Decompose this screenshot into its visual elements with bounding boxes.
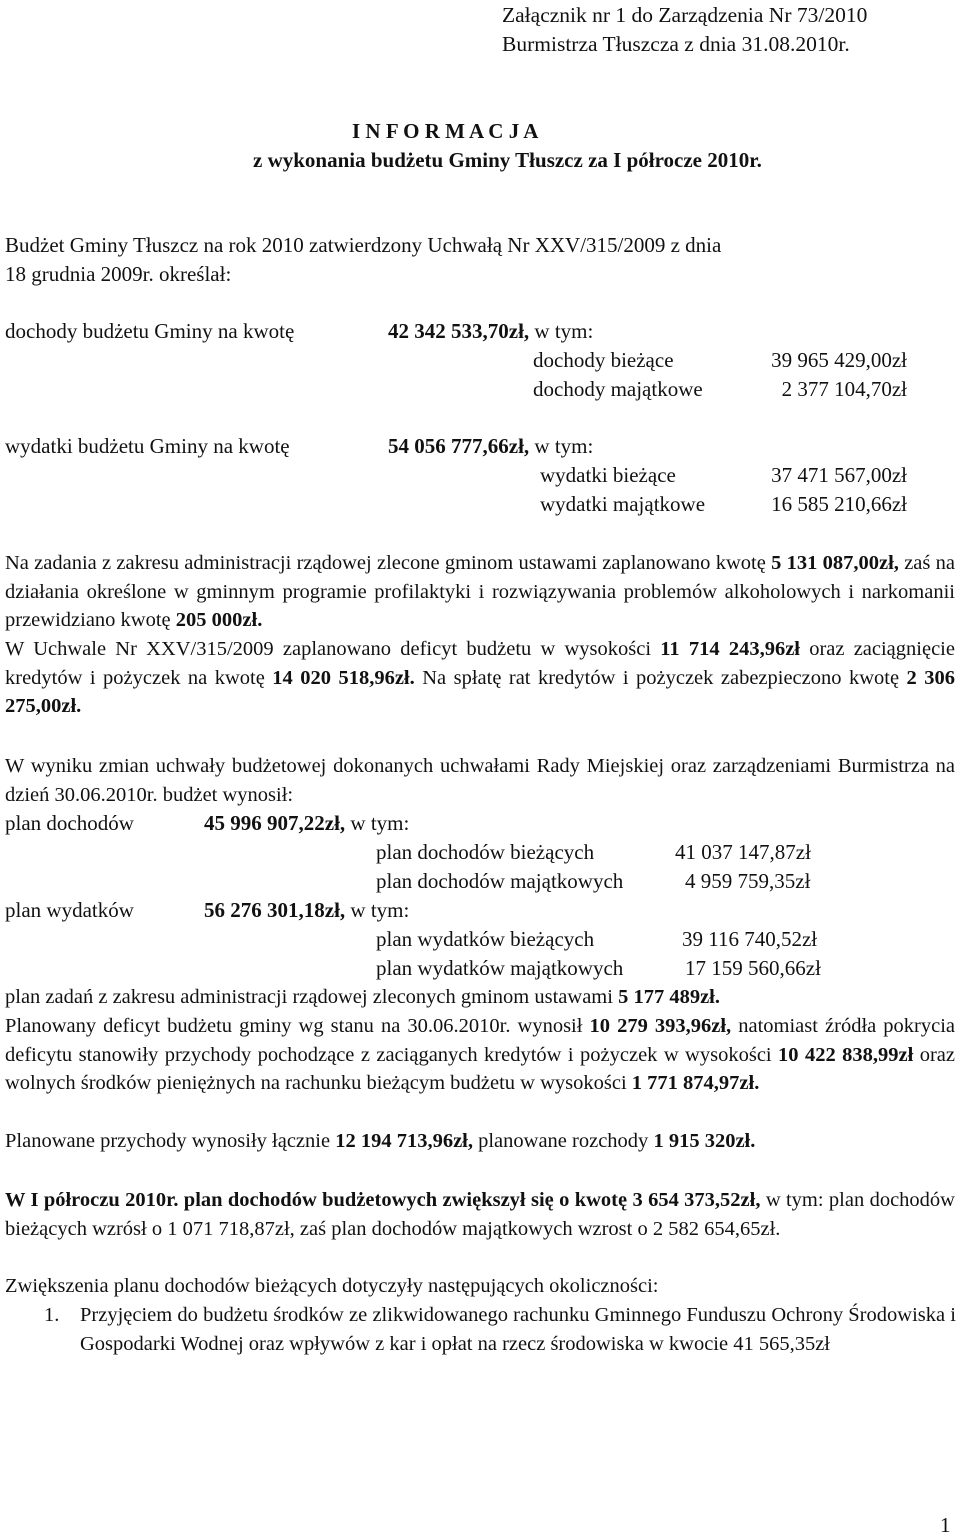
plan-expenses-label: plan wydatków	[5, 898, 134, 922]
paragraph-h1-increase	[5, 1186, 955, 1243]
income-current-value: 39 965 429,00zł	[771, 348, 907, 372]
p1-amount-2: 205 000zł.	[175, 609, 263, 632]
p3-text-3: natomiast źródła pokrycia deficytu stanowiły przychody pochodzące z zaciąganych kredytów i pożyczek w wysokości	[5, 1015, 956, 1066]
plan-expenses-total	[204, 897, 409, 923]
p1-text-3: W Uchwale Nr XXV/315/2009 zaplanowano deficyt budżetu w wysokości	[5, 638, 661, 660]
income-property-value: 2 377 104,70zł	[781, 377, 907, 401]
expenses-property-value: 16 585 210,66zł	[771, 492, 907, 516]
list-item: Przyjęciem do budżetu środków ze zlikwidowanego rachunku Gminnego Funduszu Ochrony Środowiska i Gospodarki Wodnej oraz wpływów z kar i opłat na rzecz środowiska w kwocie 41 565,35zł	[80, 1304, 956, 1355]
expenses-label: wydatki budżetu Gminy na kwotę	[5, 434, 290, 458]
header-line-1: Załącznik nr 1 do Zarządzenia Nr 73/2010	[502, 3, 868, 27]
income-property-label: dochody majątkowe	[533, 377, 703, 401]
paragraph-revenues	[5, 1127, 955, 1156]
income-label: dochody budżetu Gminy na kwotę	[5, 319, 295, 343]
p1-text-2: zaś na działania określone w gminnym programie profilaktyki i rozwiązywania problemów alkoholowych i narkomanii przewidziano kwotę	[5, 552, 955, 632]
plan-income-current-value: 41 037 147,87zł	[675, 840, 811, 864]
p3-text-1: plan zadań z zakresu administracji rządowej zleconych gminom ustawami	[5, 986, 619, 1008]
plan-income-label: plan dochodów	[5, 811, 134, 835]
header-line-2: Burmistrza Tłuszcza z dnia 31.08.2010r.	[502, 32, 850, 56]
p3-amount-6: 1 915 320zł.	[653, 1130, 756, 1152]
plan-income-total	[204, 810, 409, 836]
plan-income-current-label: plan dochodów bieżących	[376, 840, 595, 864]
income-total-value: 42 342 533,70zł,	[388, 319, 530, 343]
expenses-w-tym: w tym:	[529, 434, 594, 458]
p3-amount-1: 5 177 489zł.	[618, 986, 720, 1008]
p1-amount-1: 5 131 087,00zł,	[771, 552, 899, 574]
p4-bold-text: W I półroczu 2010r. plan dochodów budżetowych zwiększył się o kwotę 3 654 373,52zł,	[5, 1189, 761, 1211]
plan-income-w-tym: w tym:	[345, 811, 410, 835]
p1-text-5: Na spłatę rat kredytów i pożyczek zabezpieczono kwotę	[414, 666, 907, 689]
expenses-total	[388, 433, 593, 459]
p1-text-1: Na zadania z zakresu administracji rządowej zlecone gminom ustawami zaplanowano kwotę	[5, 552, 772, 574]
p3-amount-2: 10 279 393,96zł,	[589, 1015, 732, 1037]
p1-amount-3: 11 714 243,96zł	[660, 638, 800, 660]
plan-expenses-current-label: plan wydatków bieżących	[376, 927, 595, 951]
plan-income-property-value: 4 959 759,35zł	[685, 869, 811, 893]
p3-text-6: planowane rozchody	[472, 1130, 654, 1152]
p1-amount-5: 2 306 275,00zł.	[5, 666, 955, 718]
list-item-number: 1.	[44, 1304, 60, 1326]
income-total	[388, 318, 593, 344]
paragraph-assigned-tasks	[5, 549, 955, 635]
plan-expenses-w-tym: w tym:	[345, 898, 410, 922]
expenses-current-value: 37 471 567,00zł	[771, 463, 907, 487]
plan-expenses-property-value: 17 159 560,66zł	[685, 956, 821, 980]
income-current-label: dochody bieżące	[533, 348, 674, 372]
document-subtitle: z wykonania budżetu Gminy Tłuszcz za I półrocze 2010r.	[253, 148, 762, 172]
document-title: I N F O R M A C J A	[352, 119, 539, 143]
paragraph-plan-deficit	[5, 983, 955, 1012]
p3-amount-3: 10 422 838,99zł	[778, 1043, 914, 1066]
plan-income-property-label: plan dochodów majątkowych	[376, 869, 624, 893]
p3-text-5: Planowane przychody wynosiły łącznie	[5, 1130, 336, 1152]
expenses-current-label: wydatki bieżące	[540, 463, 676, 487]
income-w-tym: w tym:	[529, 319, 594, 343]
paragraph-changes: W wyniku zmian uchwały budżetowej dokonanych uchwałami Rady Miejskiej oraz zarządzeniami Burmistrza na dzień 30.06.2010r. budżet wynosił:	[5, 755, 955, 806]
paragraph-deficit-coverage	[5, 1012, 955, 1098]
p4-text-1: w tym: plan dochodów bieżących wzrósł o 1 071 718,87zł, zaś plan dochodów majątkowych wzrost o 2 582 654,65zł.	[5, 1189, 955, 1240]
plan-expenses-total-value: 56 276 301,18zł,	[204, 898, 346, 922]
expenses-property-label: wydatki majątkowe	[540, 492, 706, 516]
intro-line-1: Budżet Gminy Tłuszcz na rok 2010 zatwierdzony Uchwałą Nr XXV/315/2009 z dnia	[5, 233, 722, 257]
plan-income-total-value: 45 996 907,22zł,	[204, 811, 346, 835]
p3-amount-4: 1 771 874,97zł.	[631, 1072, 760, 1095]
p1-amount-4: 14 020 518,96zł.	[272, 666, 415, 689]
paragraph-deficit	[5, 635, 955, 721]
p3-text-2: Planowany deficyt budżetu gminy wg stanu na 30.06.2010r. wynosił	[5, 1015, 590, 1037]
paragraph-increase-reasons: Zwiększenia planu dochodów bieżących dotyczyły następujących okoliczności:	[5, 1275, 659, 1297]
p3-amount-5: 12 194 713,96zł,	[335, 1130, 473, 1152]
p3-text-4: oraz wolnych środków pieniężnych na rachunku bieżącym budżetu w wysokości	[5, 1043, 955, 1095]
plan-expenses-property-label: plan wydatków majątkowych	[376, 956, 624, 980]
intro-line-2: 18 grudnia 2009r. określał:	[5, 262, 232, 286]
expenses-total-value: 54 056 777,66zł,	[388, 434, 530, 458]
plan-expenses-current-value: 39 116 740,52zł	[682, 927, 818, 951]
page-number: 1	[940, 1513, 951, 1537]
p1-text-4: oraz zaciągnięcie kredytów i pożyczek na kwotę	[5, 638, 955, 689]
